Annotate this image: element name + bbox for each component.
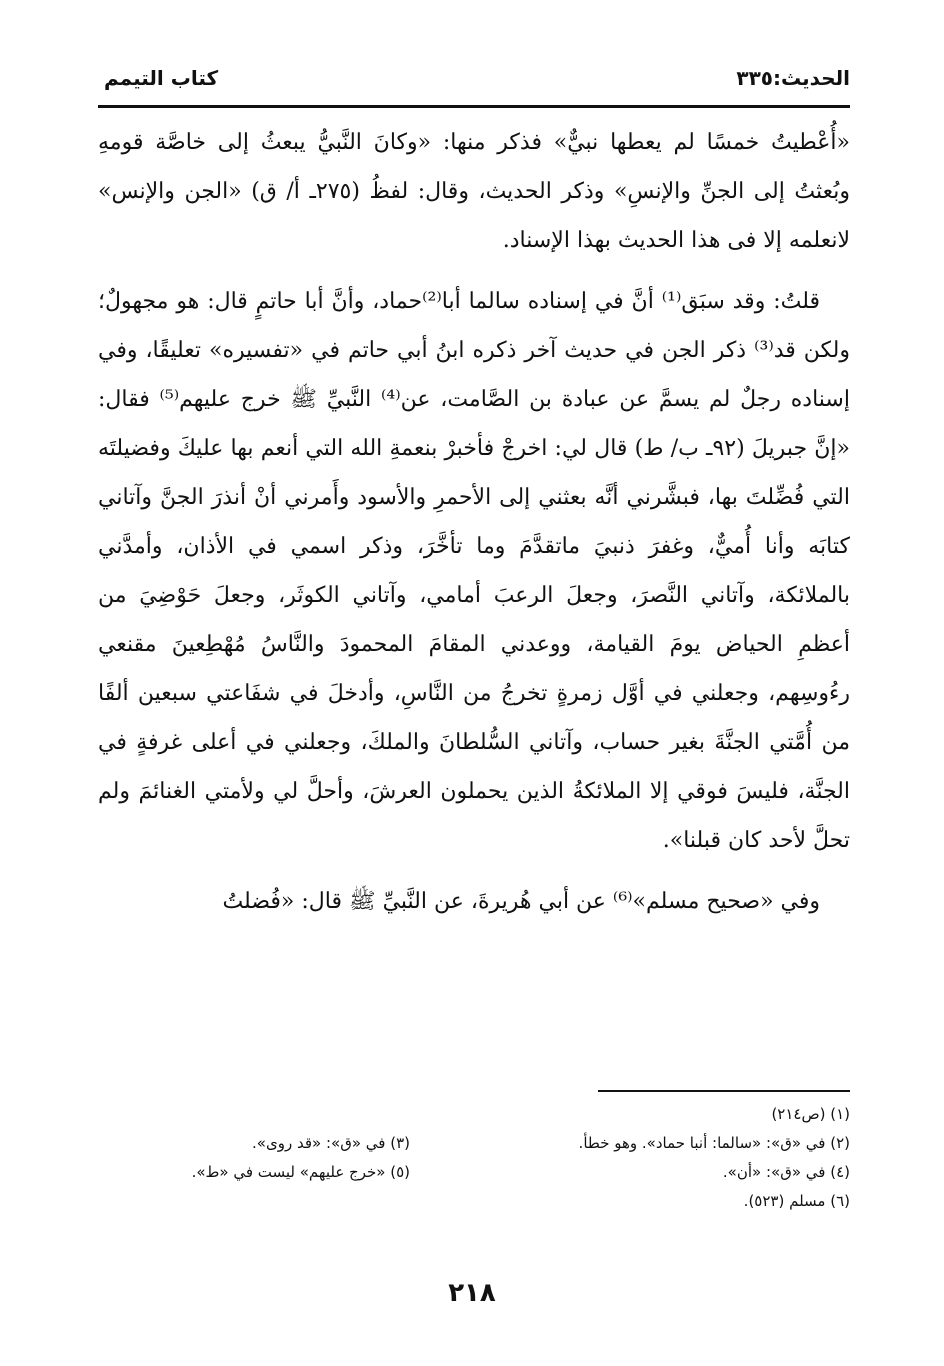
- footnote-4: (٤) في «ق»: «أن».: [722, 1163, 850, 1181]
- footnote-row: [98, 1129, 850, 1158]
- footnote-row: [98, 1158, 850, 1187]
- paragraph-1: «أُعْطيتُ خمسًا لم يعطها نبيٌّ» فذكر منها: «وكانَ النَّبيُّ يبعثُ إلى خاصَّة قومهِ وبُعثتُ إلى الجنِّ والإنسِ» وذكر الحديث، وقال: لفظُ (٢٧٥ـ أ/ ق) «الجن والإنس» لانعلمه إلا فى هذا الحديث بهذا الإسناد.: [98, 130, 850, 253]
- page-header: [98, 60, 850, 100]
- footnote-5: (٥) «خرج عليهم» ليست في «ط».: [191, 1163, 410, 1181]
- header-rule: [98, 105, 850, 108]
- paragraph-2: قلتُ: وقد سبَق⁽¹⁾ أنَّ في إسناده سالما أبا⁽²⁾حماد، وأنَّ أبا حاتمٍ قال: هو مجهولٌ؛ ولكن قد⁽³⁾ ذكر الجن في حديث آخر ذكره ابنُ أبي حاتم في «تفسيره» تعليقًا، وفي إسناده رجلٌ لم يسمَّ عن عبادة بن الصَّامت، عن⁽⁴⁾ النَّبيِّ ﷺ خرج عليهم⁽⁵⁾ فقال: «إنَّ جبريلَ (٩٢ـ ب/ ط) قال لي: اخرجْ فأخبرْ بنعمةِ الله التي أنعم بها عليكَ وفضيلتَه التي فُضِّلتَ بها، فبشَّرني أنَّه بعثني إلى الأحمرِ والأسود وأَمرني أنْ أنذرَ الجنَّ وآتاني كتابَه وأنا أُميٌّ، وغفرَ ذنبيَ ماتقدَّمَ وما تأخَّرَ، وذكر اسمي في الأذان، وأمدَّني بالملائكة، وآتاني النَّصرَ، وجعلَ الرعبَ أمامي، وآتاني الكوثَر، وجعلَ حَوْضِيَ من أعظمِ الحياض يومَ القيامة، ووعدني المقامَ المحمودَ والنَّاسُ مُهْطِعينَ مقنعي رءُوسِهم، وجعلني في أوَّل زمرةٍ تخرجُ من النَّاسِ، وأدخلَ في شفَاعتي سبعين ألفًا من أُمَّتي الجنَّةَ بغير حساب، وآتاني السُّلطانَ والملكَ، وجعلني في أعلى غرفةٍ في الجنَّة، فليسَ فوقي إلا الملائكةُ الذين يحملون العرشَ، وأحلَّ لي ولأمتي الغنائمَ ولم تحلَّ لأحد كان قبلنا».: [98, 289, 851, 853]
- footnote-row: [98, 1187, 850, 1216]
- paragraph-3: وفي «صحيح مسلم»⁽⁶⁾ عن أبي هُريرةَ، عن النَّبيِّ ﷺ قال: «فُضلتُ: [222, 889, 820, 914]
- book-title: كتاب التيمم: [104, 66, 219, 90]
- footnote-3: (٣) في «ق»: «قد روى».: [252, 1134, 410, 1152]
- main-text: [98, 118, 850, 938]
- footnote-rule: [598, 1090, 850, 1092]
- footnote-row: [98, 1100, 850, 1129]
- page-number: ٢١٨: [448, 1278, 496, 1308]
- footnote-2: (٢) في «ق»: «سالما: أنبا حماد». وهو خطأ.: [578, 1134, 850, 1152]
- footnote-6: (٦) مسلم (٥٢٣).: [743, 1192, 850, 1210]
- footnotes: [98, 1100, 850, 1216]
- hadith-reference: الحديث:٣٣٥: [736, 66, 850, 90]
- footnote-1: (١) (ص٢١٤): [771, 1105, 850, 1123]
